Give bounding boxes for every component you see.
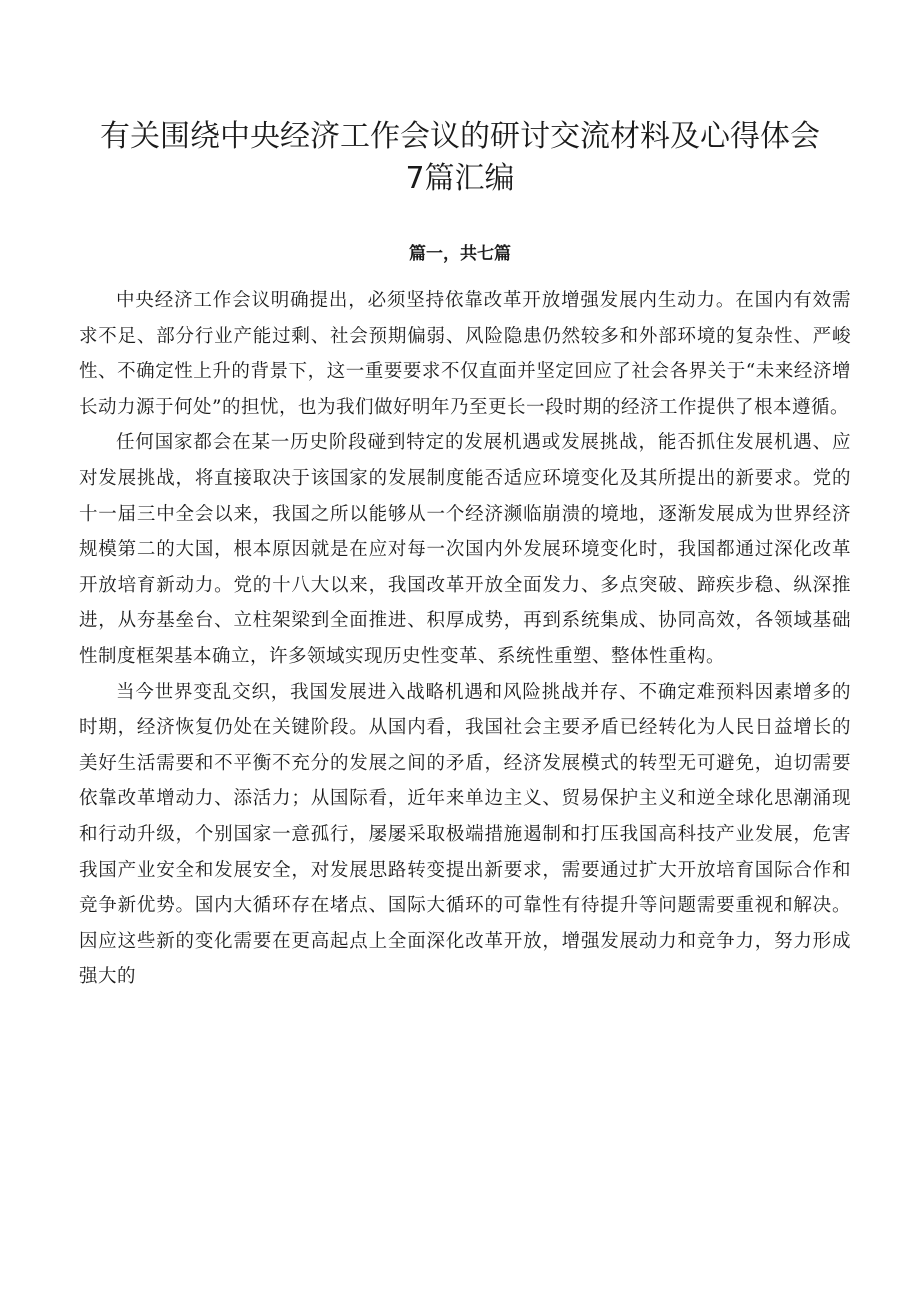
section-heading: 篇一，共七篇: [409, 244, 511, 264]
document-title: 有关围绕中央经济工作会议的研讨交流材料及心得体会7篇汇编: [100, 119, 820, 196]
document-body: [79, 283, 851, 995]
body-paragraph: 中央经济工作会议明确提出，必须坚持依靠改革开放增强发展内生动力。在国内有效需求不足、部分行业产能过剩、社会预期偏弱、风险隐患仍然较多和外部环境的复杂性、严峻性、不确定性上升的背景下，这一重要要求不仅直面并坚定回应了社会各界关于“未来经济增长动力源于何处”的担忧，也为我们做好明年乃至更长一段时期的经济工作提供了根本遵循。: [79, 290, 851, 418]
body-paragraph: 任何国家都会在某一历史阶段碰到特定的发展机遇或发展挑战，能否抓住发展机遇、应对发展挑战，将直接取决于该国家的发展制度能否适应环境变化及其所提出的新要求。党的十一届三中全会以来，我国之所以能够从一个经济濒临崩溃的境地，逐渐发展成为世界经济规模第二的大国，根本原因就是在应对每一次国内外发展环境变化时，我国都通过深化改革开放培育新动力。党的十八大以来，我国改革开放全面发力、多点突破、蹄疾步稳、纵深推进，从夯基垒台、立柱架梁到全面推进、积厚成势，再到系统集成、协同高效，各领域基础性制度框架基本确立，许多领域实现历史性变革、系统性重塑、整体性重构。: [79, 432, 851, 667]
body-paragraph: 当今世界变乱交织，我国发展进入战略机遇和风险挑战并存、不确定难预料因素增多的时期，经济恢复仍处在关键阶段。从国内看，我国社会主要矛盾已经转化为人民日益增长的美好生活需要和不平衡不充分的发展之间的矛盾，经济发展模式的转型无可避免，迫切需要依靠改革增动力、添活力；从国际看，近年来单边主义、贸易保护主义和逆全球化思潮涌现和行动升级，个别国家一意孤行，屡屡采取极端措施遏制和打压我国高科技产业发展，危害我国产业安全和发展安全，对发展思路转变提出新要求，需要通过扩大开放培育国际合作和竞争新优势。国内大循环存在堵点、国际大循环的可靠性有待提升等问题需要重视和解决。因应这些新的变化需要在更高起点上全面深化改革开放，增强发展动力和竞争力，努力形成强大的: [79, 681, 851, 988]
